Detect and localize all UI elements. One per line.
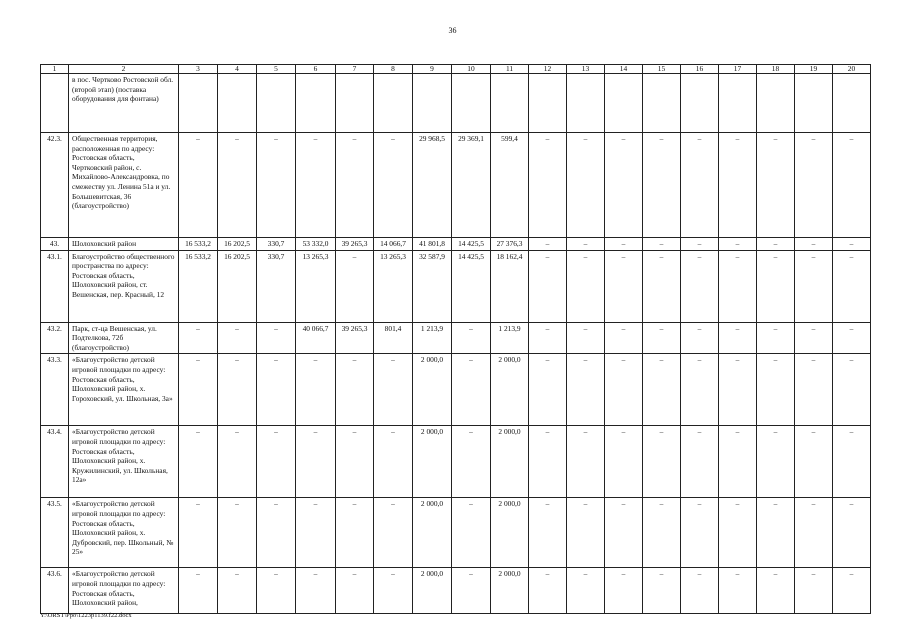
value-cell: 16 533,2 [179, 238, 218, 251]
value-cell: – [567, 322, 605, 354]
column-header: 18 [757, 65, 795, 74]
value-cell: – [374, 354, 413, 426]
value-cell [491, 74, 529, 133]
value-cell: 1 213,9 [413, 322, 452, 354]
budget-table [40, 64, 871, 614]
value-cell: 2 000,0 [491, 568, 529, 614]
value-cell: – [529, 426, 567, 498]
value-cell: – [643, 133, 681, 238]
row-number-cell: 43.2. [41, 322, 69, 354]
value-cell: – [179, 322, 218, 354]
value-cell: 1 213,9 [491, 322, 529, 354]
row-name-cell: Шолоховский район [69, 238, 179, 251]
value-cell: – [681, 322, 719, 354]
value-cell: – [257, 133, 296, 238]
row-name-cell: «Благоустройство детской игровой площадки по адресу: Ростовская область, Шолоховский район, х. Кружилинский, ул. Школьная, 12а» [69, 426, 179, 498]
value-cell: – [757, 568, 795, 614]
value-cell [413, 74, 452, 133]
value-cell: – [605, 238, 643, 251]
column-header: 20 [833, 65, 871, 74]
value-cell: – [296, 354, 336, 426]
value-cell: – [567, 498, 605, 568]
value-cell: – [257, 322, 296, 354]
value-cell [179, 74, 218, 133]
value-cell: – [218, 322, 257, 354]
value-cell: – [833, 426, 871, 498]
value-cell: – [257, 354, 296, 426]
value-cell: 39 265,3 [336, 322, 374, 354]
value-cell: – [567, 426, 605, 498]
value-cell: – [179, 568, 218, 614]
value-cell: – [757, 250, 795, 322]
value-cell: – [719, 238, 757, 251]
value-cell [643, 74, 681, 133]
value-cell: 599,4 [491, 133, 529, 238]
value-cell: – [336, 498, 374, 568]
value-cell: – [681, 498, 719, 568]
table-row [41, 498, 871, 568]
column-header: 5 [257, 65, 296, 74]
value-cell: 53 332,0 [296, 238, 336, 251]
value-cell: – [681, 238, 719, 251]
value-cell [218, 74, 257, 133]
value-cell: – [681, 568, 719, 614]
value-cell: 14 425,5 [452, 238, 491, 251]
value-cell [336, 74, 374, 133]
value-cell: – [643, 322, 681, 354]
value-cell [529, 74, 567, 133]
row-name-cell: «Благоустройство детской игровой площадки по адресу: Ростовская область, Шолоховский район, х. Гороховский, ул. Школьная, 3а» [69, 354, 179, 426]
row-name-cell: в пос. Чертково Ростовской обл. (второй этап) (поставка оборудования для фонтана) [69, 74, 179, 133]
value-cell: – [567, 250, 605, 322]
row-number-cell [41, 74, 69, 133]
value-cell: – [757, 498, 795, 568]
value-cell: – [218, 568, 257, 614]
value-cell: – [719, 354, 757, 426]
value-cell: 2 000,0 [413, 426, 452, 498]
value-cell [605, 74, 643, 133]
value-cell: – [336, 133, 374, 238]
value-cell: – [795, 498, 833, 568]
value-cell: 27 376,3 [491, 238, 529, 251]
footer-path: Y:\ORST\Ppo\1223p1139.f22.docx [40, 612, 132, 619]
column-header: 13 [567, 65, 605, 74]
column-header: 12 [529, 65, 567, 74]
value-cell [452, 74, 491, 133]
value-cell: 801,4 [374, 322, 413, 354]
value-cell: – [452, 498, 491, 568]
column-header: 19 [795, 65, 833, 74]
column-header: 2 [69, 65, 179, 74]
value-cell: – [719, 133, 757, 238]
value-cell: 13 265,3 [296, 250, 336, 322]
value-cell: – [757, 426, 795, 498]
value-cell: – [719, 426, 757, 498]
column-header: 17 [719, 65, 757, 74]
column-header: 9 [413, 65, 452, 74]
value-cell: – [681, 250, 719, 322]
column-header: 16 [681, 65, 719, 74]
value-cell [296, 74, 336, 133]
column-header: 15 [643, 65, 681, 74]
value-cell: – [374, 568, 413, 614]
value-cell: – [757, 354, 795, 426]
value-cell: – [643, 426, 681, 498]
row-number-cell: 43.3. [41, 354, 69, 426]
table-row [41, 568, 871, 614]
value-cell: 29 968,5 [413, 133, 452, 238]
value-cell: – [257, 426, 296, 498]
value-cell [681, 74, 719, 133]
value-cell: 2 000,0 [491, 426, 529, 498]
value-cell: – [681, 426, 719, 498]
value-cell: – [567, 568, 605, 614]
value-cell: – [179, 354, 218, 426]
row-name-cell: «Благоустройство детской игровой площадки по адресу: Ростовская область, Шолоховский район, [69, 568, 179, 614]
value-cell: – [605, 250, 643, 322]
table-row [41, 133, 871, 238]
value-cell: 16 202,5 [218, 238, 257, 251]
value-cell: – [719, 498, 757, 568]
value-cell: – [643, 250, 681, 322]
value-cell: – [296, 133, 336, 238]
table-row [41, 426, 871, 498]
value-cell [833, 74, 871, 133]
value-cell: 2 000,0 [491, 498, 529, 568]
value-cell: – [179, 498, 218, 568]
table-row [41, 238, 871, 251]
value-cell [567, 74, 605, 133]
value-cell: 41 801,8 [413, 238, 452, 251]
value-cell: – [795, 238, 833, 251]
value-cell: – [795, 426, 833, 498]
value-cell: – [833, 322, 871, 354]
value-cell: – [529, 133, 567, 238]
value-cell: – [643, 354, 681, 426]
value-cell: – [757, 133, 795, 238]
row-number-cell: 43.1. [41, 250, 69, 322]
row-number-cell: 43.4. [41, 426, 69, 498]
column-header: 1 [41, 65, 69, 74]
value-cell: 39 265,3 [336, 238, 374, 251]
page-number: 36 [448, 26, 457, 35]
value-cell: – [257, 568, 296, 614]
value-cell: 16 202,5 [218, 250, 257, 322]
row-name-cell: Общественная территория, расположенная по адресу: Ростовская область, Чертковский район, с. Михайлово-Александровка, по смежеству ул. Ленина 51а и ул. Большевитская, 36 (благоустройство) [69, 133, 179, 238]
column-header: 8 [374, 65, 413, 74]
value-cell: – [833, 238, 871, 251]
row-name-cell: Благоустройство общественного пространства по адресу: Ростовская область, Шолоховский район, ст. Вешенская, пер. Красный, 12 [69, 250, 179, 322]
value-cell: – [719, 322, 757, 354]
header-row [41, 65, 871, 74]
value-cell: – [795, 133, 833, 238]
value-cell: – [452, 426, 491, 498]
value-cell [795, 74, 833, 133]
column-header: 6 [296, 65, 336, 74]
value-cell: 18 162,4 [491, 250, 529, 322]
row-name-cell: Парк, ст-ца Вешенская, ул. Подтелкова, 72б (благоустройство) [69, 322, 179, 354]
value-cell: 32 587,9 [413, 250, 452, 322]
value-cell: – [452, 568, 491, 614]
value-cell: – [605, 568, 643, 614]
value-cell: – [833, 498, 871, 568]
value-cell [374, 74, 413, 133]
value-cell: – [529, 238, 567, 251]
value-cell: – [218, 498, 257, 568]
value-cell: 40 066,7 [296, 322, 336, 354]
value-cell: – [374, 133, 413, 238]
value-cell: – [643, 498, 681, 568]
value-cell [719, 74, 757, 133]
value-cell: – [218, 133, 257, 238]
value-cell: – [179, 426, 218, 498]
value-cell: – [374, 498, 413, 568]
value-cell: 14 425,5 [452, 250, 491, 322]
value-cell: – [605, 322, 643, 354]
value-cell: – [336, 354, 374, 426]
column-header: 3 [179, 65, 218, 74]
value-cell: – [681, 133, 719, 238]
column-header: 7 [336, 65, 374, 74]
value-cell: – [257, 498, 296, 568]
row-number-cell: 43.5. [41, 498, 69, 568]
value-cell: – [795, 354, 833, 426]
value-cell: 330,7 [257, 238, 296, 251]
value-cell: 2 000,0 [413, 498, 452, 568]
value-cell: – [719, 250, 757, 322]
value-cell: – [795, 250, 833, 322]
table-row [41, 74, 871, 133]
row-name-cell: «Благоустройство детской игровой площадки по адресу: Ростовская область, Шолоховский район, х. Дубровский, пер. Школьный, № 25» [69, 498, 179, 568]
value-cell: – [567, 354, 605, 426]
value-cell: 2 000,0 [413, 354, 452, 426]
value-cell: – [296, 568, 336, 614]
value-cell: 2 000,0 [491, 354, 529, 426]
value-cell: – [336, 426, 374, 498]
value-cell: 13 265,3 [374, 250, 413, 322]
value-cell: – [452, 354, 491, 426]
value-cell: – [605, 354, 643, 426]
value-cell: – [681, 354, 719, 426]
value-cell: – [529, 568, 567, 614]
table-body [41, 74, 871, 614]
value-cell: – [567, 133, 605, 238]
column-header: 11 [491, 65, 529, 74]
value-cell: – [336, 568, 374, 614]
value-cell: – [374, 426, 413, 498]
value-cell: – [757, 322, 795, 354]
value-cell: – [833, 133, 871, 238]
value-cell: – [296, 426, 336, 498]
value-cell: – [605, 133, 643, 238]
value-cell: – [643, 568, 681, 614]
value-cell: – [833, 250, 871, 322]
value-cell: – [529, 354, 567, 426]
value-cell [757, 74, 795, 133]
value-cell: – [218, 426, 257, 498]
value-cell: – [605, 426, 643, 498]
value-cell: – [833, 568, 871, 614]
row-number-cell: 43. [41, 238, 69, 251]
value-cell: 330,7 [257, 250, 296, 322]
value-cell: – [452, 322, 491, 354]
value-cell [257, 74, 296, 133]
value-cell: 16 533,2 [179, 250, 218, 322]
value-cell: – [757, 238, 795, 251]
value-cell: – [529, 498, 567, 568]
table-row [41, 354, 871, 426]
value-cell: 2 000,0 [413, 568, 452, 614]
table-row [41, 322, 871, 354]
column-header: 14 [605, 65, 643, 74]
table-row [41, 250, 871, 322]
row-number-cell: 42.3. [41, 133, 69, 238]
value-cell: – [179, 133, 218, 238]
value-cell: – [719, 568, 757, 614]
value-cell: 14 066,7 [374, 238, 413, 251]
value-cell: – [336, 250, 374, 322]
value-cell: – [529, 322, 567, 354]
value-cell: – [643, 238, 681, 251]
value-cell: – [567, 238, 605, 251]
row-number-cell: 43.6. [41, 568, 69, 614]
value-cell: – [795, 568, 833, 614]
value-cell: – [833, 354, 871, 426]
column-header: 10 [452, 65, 491, 74]
value-cell: – [218, 354, 257, 426]
value-cell: – [795, 322, 833, 354]
value-cell: – [296, 498, 336, 568]
column-header: 4 [218, 65, 257, 74]
value-cell: – [605, 498, 643, 568]
value-cell: 29 369,1 [452, 133, 491, 238]
value-cell: – [529, 250, 567, 322]
